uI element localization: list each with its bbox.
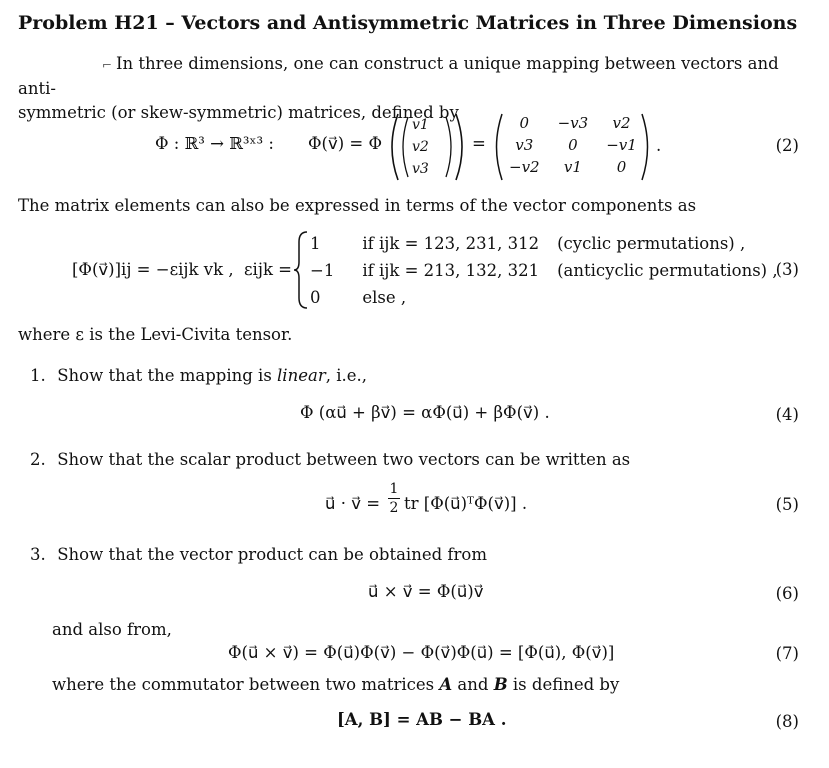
list-item-2 — [30, 450, 630, 469]
eq8: [A, B] = AB − BA . — [337, 710, 507, 729]
intro-line-1: In three dimensions, one can construct a unique mapping between vectors and anti- — [18, 54, 779, 98]
eq3-cases — [306, 230, 784, 311]
intro-line-2: symmetric (or skew-symmetric) matrices, defined by — [18, 102, 459, 122]
commutator-text: where the commutator between two matrices — [52, 675, 440, 694]
matrix-symbol-a: A — [439, 675, 453, 694]
commutator-paragraph — [52, 675, 619, 694]
matrix-symbol-b: B — [493, 675, 508, 694]
list-text-emphasis: linear — [277, 366, 326, 385]
matrix-entry: 0 — [568, 136, 578, 154]
list-text: Show that the mapping is — [57, 366, 278, 385]
eq6: u⃗ × v⃗ = Φ(u⃗)v⃗ — [368, 582, 484, 601]
matrix-entry: v3 — [515, 136, 534, 154]
eq5-lhs: u⃗ · v⃗ = — [325, 494, 381, 513]
matrix-entry: v2 — [612, 114, 631, 132]
list-number: 1. — [30, 366, 46, 385]
eq7: Φ(u⃗ × v⃗) = Φ(u⃗)Φ(v⃗) − Φ(v⃗)Φ(u⃗) = [Φ(u⃗), Φ(v⃗)] — [228, 643, 615, 662]
case-value: 0 — [310, 288, 321, 307]
eq4: Φ (αu⃗ + βv⃗) = αΦ(u⃗) + βΦ(v⃗) . — [300, 403, 550, 422]
eq7-number: (7) — [775, 644, 799, 663]
case-condition: if ijk = 213, 132, 321 — [362, 261, 540, 280]
matrix-entry: −v2 — [509, 158, 540, 176]
list-number: 3. — [30, 545, 46, 564]
eq6-number: (6) — [775, 584, 799, 603]
list-number: 2. — [30, 450, 46, 469]
eq2-number: (2) — [775, 136, 799, 155]
commutator-text: is defined by — [507, 675, 620, 694]
matrix-entry: −v3 — [557, 114, 589, 132]
case-note — [545, 284, 783, 311]
matrix-entry: 0 — [616, 158, 627, 176]
eq3-epsilon: εijk = — [244, 260, 293, 279]
list-text: Show that the vector product can be obtained from — [57, 545, 487, 564]
matrix-entry: −v1 — [606, 136, 637, 154]
eq5-number: (5) — [775, 495, 799, 514]
problem-title: Problem H21 – Vectors and Antisymmetric Matrices in Three Dimensions — [18, 12, 798, 34]
eq2-lhs: Φ : ℝ³ → ℝ³ˣ³ : — [155, 134, 274, 153]
eq2-phi-v: Φ(v⃗) = Φ — [308, 134, 383, 153]
list-text: , i.e., — [325, 366, 367, 385]
eq2-period: . — [656, 136, 662, 155]
vector-entry: v2 — [412, 139, 429, 155]
levi-civita-paragraph: where ε is the Levi-Civita tensor. — [18, 325, 293, 344]
list-item-3 — [30, 545, 487, 564]
eq5-rhs: tr [Φ(u⃗)ᵀΦ(v⃗)] . — [404, 494, 528, 513]
eq2-matrix — [500, 112, 646, 178]
case-value: −1 — [310, 261, 335, 280]
and-also-text: and also from, — [52, 620, 172, 639]
eq5-fraction — [388, 480, 400, 517]
indent-mark-icon: ⌐ — [102, 57, 113, 72]
fraction-denominator: 2 — [389, 500, 399, 516]
eq4-number: (4) — [775, 405, 799, 424]
list-text: Show that the scalar product between two vectors can be written as — [57, 450, 631, 469]
case-condition: else , — [362, 288, 407, 307]
vector-entry: v1 — [412, 117, 429, 133]
case-note: (anticyclic permutations) , — [557, 261, 778, 280]
case-value: 1 — [310, 234, 321, 253]
eq2-equals: = — [472, 134, 486, 153]
eq2-vector — [408, 114, 433, 180]
matrix-entry: v1 — [563, 158, 582, 176]
matrix-entry: 0 — [519, 114, 530, 132]
eq3-lhs: [Φ(v⃗)]ij = −εijk vk , — [72, 260, 234, 279]
matrix-elements-paragraph: The matrix elements can also be expressed in terms of the vector components as — [18, 196, 697, 215]
list-item-1 — [30, 366, 367, 385]
commutator-text: and — [452, 675, 494, 694]
eq3-number: (3) — [775, 260, 799, 279]
case-note: (cyclic permutations) , — [557, 234, 746, 253]
case-condition: if ijk = 123, 231, 312 — [362, 234, 540, 253]
fraction-numerator: 1 — [389, 481, 399, 497]
eq8-number: (8) — [775, 712, 799, 731]
vector-entry: v3 — [412, 161, 429, 177]
